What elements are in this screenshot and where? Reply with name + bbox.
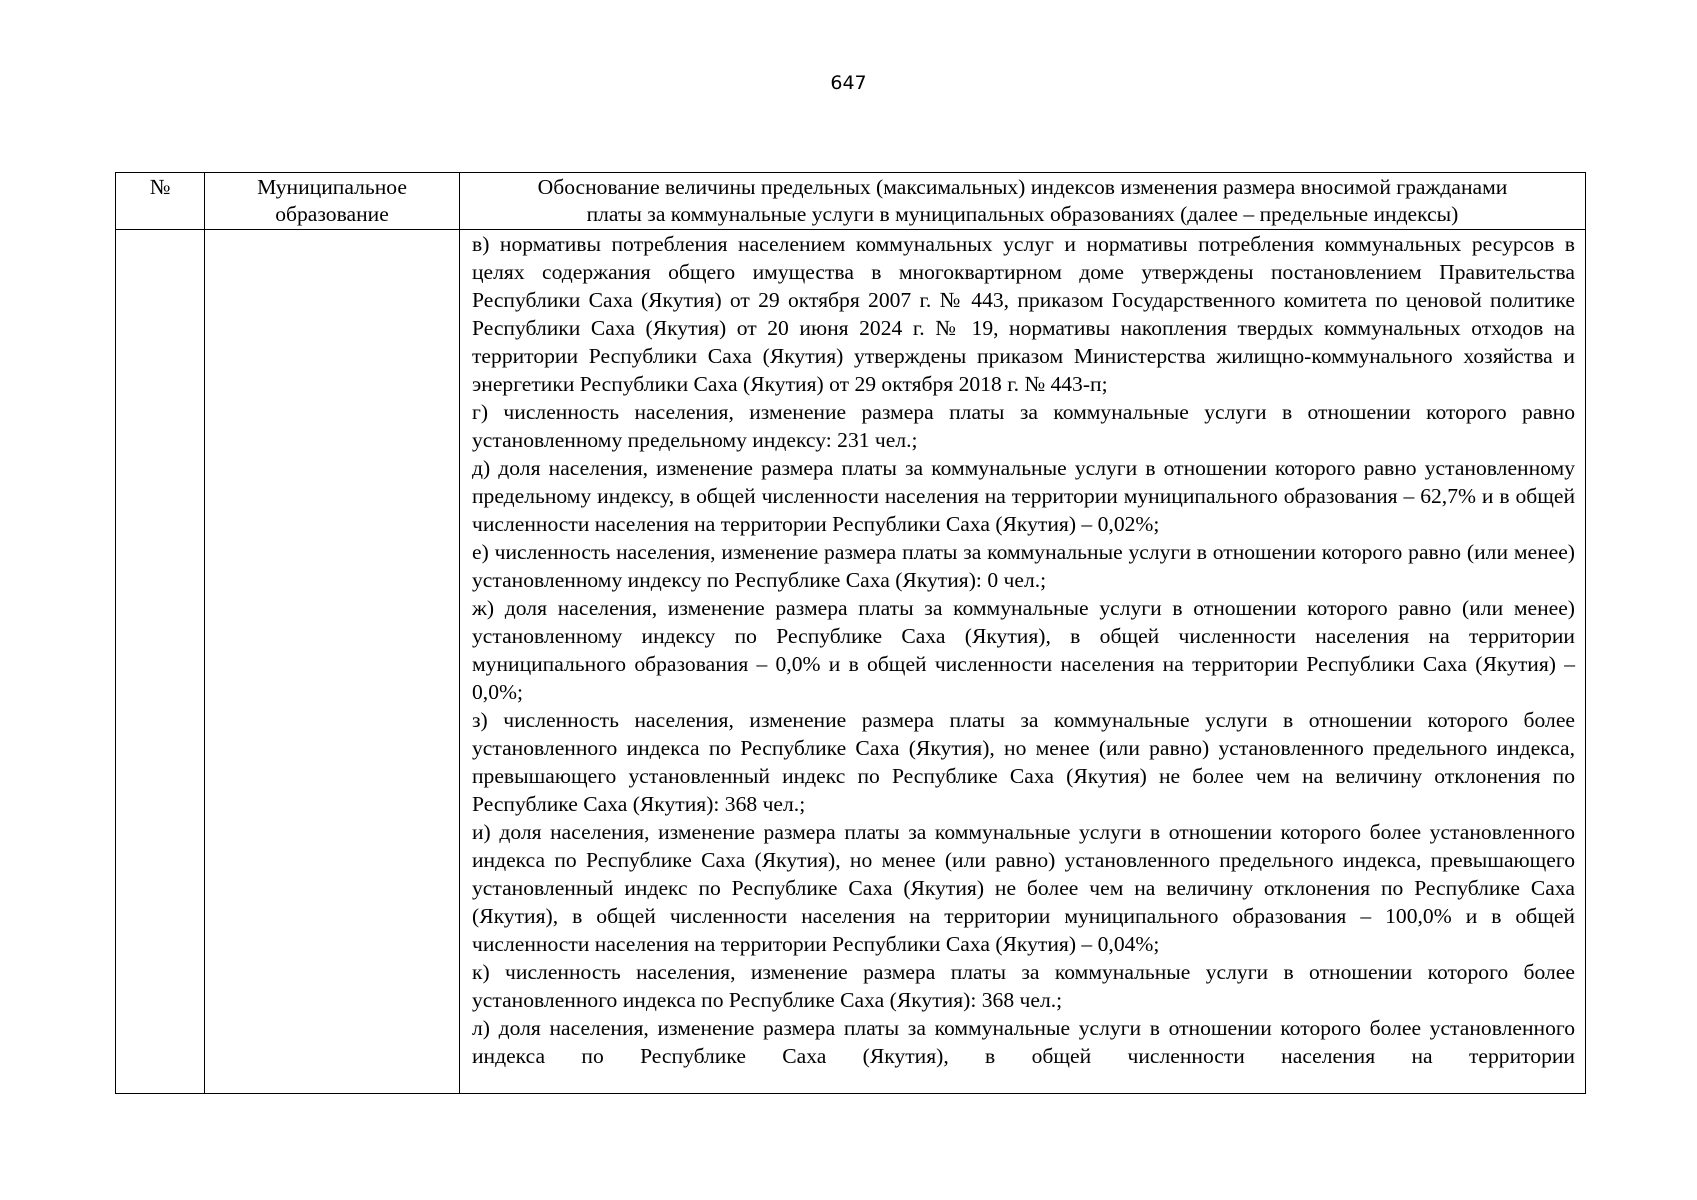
table-header-row [116, 173, 1586, 230]
paragraph-i: и) доля населения, изменение размера платы за коммунальные услуги в отношении которого более установленного индекса по Республике Саха (Якутия), но менее (или равно) установленного предельного индекса, превышающего установленный индекс по Республике Саха (Якутия) не более чем на величину отклонения по Республике Саха (Якутия), в общей численности населения на территории муниципального образования – 100,0% и в общей численности населения на территории Республики Саха (Якутия) – 0,04%; [472, 820, 1575, 956]
header-justification-line1: Обоснование величины предельных (максимальных) индексов изменения размера вносимой гражданами [537, 175, 1508, 199]
cell-municipality [205, 230, 460, 1094]
header-number-label: № [149, 175, 171, 199]
cell-number [116, 230, 205, 1094]
paragraph-v: в) нормативы потребления населением коммунальных услуг и нормативы потребления коммунальных ресурсов в целях содержания общего имущества в многоквартирном доме утверждены постановлением Правительства Республики Саха (Якутия) от 29 октября 2007 г. № 443, приказом Государственного комитета по ценовой политике Республики Саха (Якутия) от 20 июня 2024 г. № 19, нормативы накопления твердых коммунальных отходов на территории Республики Саха (Якутия) утверждены приказом Министерства жилищно-коммунального хозяйства и энергетики Республики Саха (Якутия) от 29 октября 2018 г. № 443-п; [472, 232, 1575, 396]
header-number [116, 173, 205, 230]
header-justification [460, 173, 1586, 230]
paragraph-d: д) доля населения, изменение размера платы за коммунальные услуги в отношении которого равно установленному предельному индексу, в общей численности населения на территории муниципального образования – 62,7% и в общей численности населения на территории Республики Саха (Якутия) – 0,02%; [472, 456, 1575, 536]
header-municipality-line1: Муниципальное [257, 175, 407, 199]
table-row [116, 230, 1586, 1094]
paragraph-zh: ж) доля населения, изменение размера платы за коммунальные услуги в отношении которого равно (или менее) установленному индексу по Республике Саха (Якутия), в общей численности населения на территории муниципального образования – 0,0% и в общей численности населения на территории Республики Саха (Якутия) – 0,0%; [472, 596, 1575, 704]
paragraph-g: г) численность населения, изменение размера платы за коммунальные услуги в отношении которого равно установленному предельному индексу: 231 чел.; [472, 400, 1575, 452]
header-municipality-line2: образование [275, 202, 389, 226]
page-number: 647 [830, 72, 867, 94]
header-municipality [205, 173, 460, 230]
paragraph-z: з) численность населения, изменение размера платы за коммунальные услуги в отношении которого более установленного индекса по Республике Саха (Якутия), но менее (или равно) установленного предельного индекса, превышающего установленный индекс по Республике Саха (Якутия) не более чем на величину отклонения по Республике Саха (Якутия): 368 чел.; [472, 708, 1575, 816]
cell-justification [460, 230, 1586, 1094]
header-justification-line2: платы за коммунальные услуги в муниципальных образованиях (далее – предельные индексы) [586, 202, 1459, 226]
paragraph-e: е) численность населения, изменение размера платы за коммунальные услуги в отношении которого равно (или менее) установленному индексу по Республике Саха (Якутия): 0 чел.; [472, 540, 1575, 592]
justification-table [115, 172, 1586, 1094]
paragraph-l: л) доля населения, изменение размера платы за коммунальные услуги в отношении которого более установленного индекса по Республике Саха (Якутия), в общей численности населения на территории [472, 1016, 1575, 1068]
paragraph-k: к) численность населения, изменение размера платы за коммунальные услуги в отношении которого более установленного индекса по Республике Саха (Якутия): 368 чел.; [472, 960, 1575, 1012]
